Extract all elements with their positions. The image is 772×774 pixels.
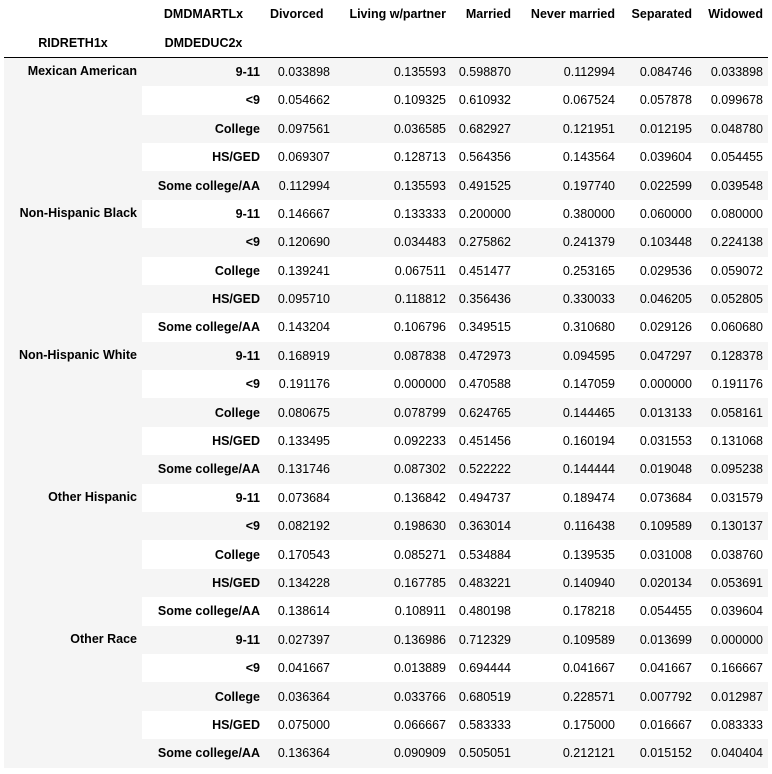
- value-cell: 0.330033: [516, 285, 620, 313]
- value-cell: 0.139535: [562, 547, 615, 562]
- table-row: [4, 626, 768, 654]
- value-cell: 0.480198: [458, 604, 511, 619]
- value-cell: 0.522222: [451, 455, 516, 483]
- value-cell: 0.224138: [697, 228, 768, 256]
- value-cell: 0.060000: [639, 206, 692, 221]
- column-index-name: DMDMARTLx: [163, 7, 244, 22]
- education-level-label: HS/GED: [212, 150, 260, 165]
- value-cell: 0.131068: [710, 434, 763, 449]
- value-cell: 0.143204: [277, 320, 330, 335]
- education-level-label: College: [214, 547, 260, 562]
- value-cell: 0.080675: [265, 398, 335, 426]
- education-level-label: <9: [245, 93, 260, 108]
- value-cell: 0.106796: [393, 320, 446, 335]
- value-cell: 0.059072: [710, 263, 763, 278]
- race-group-label: Mexican American: [4, 57, 142, 199]
- value-cell: 0.078799: [335, 398, 451, 426]
- value-cell: 0.135593: [335, 57, 451, 86]
- value-cell: 0.136842: [393, 490, 446, 505]
- value-cell: 0.099678: [710, 93, 763, 108]
- race-group-label: Non-Hispanic Black: [4, 200, 142, 342]
- column-header-divorced: Divorced: [270, 7, 324, 22]
- value-cell: 0.166667: [710, 661, 763, 676]
- blank-header-cell: [451, 28, 516, 57]
- value-cell: 0.041667: [639, 661, 692, 676]
- education-level-label: 9-11: [142, 626, 265, 654]
- row-index-name-race: RIDRETH1x: [4, 28, 142, 57]
- value-cell: 0.031008: [639, 547, 692, 562]
- value-cell: 0.054455: [710, 150, 763, 165]
- value-cell: 0.052805: [697, 285, 768, 313]
- value-cell: 0.027397: [265, 626, 335, 654]
- value-cell: 0.041667: [277, 661, 330, 676]
- value-cell: 0.085271: [393, 547, 446, 562]
- value-cell: 0.057878: [639, 93, 692, 108]
- value-cell: 0.073684: [639, 490, 692, 505]
- value-cell: 0.494737: [458, 490, 511, 505]
- value-cell: 0.175000: [562, 717, 615, 732]
- value-cell: 0.047297: [620, 342, 697, 370]
- value-cell: 0.228571: [516, 682, 620, 710]
- education-level-label: College: [142, 682, 265, 710]
- value-cell: 0.178218: [562, 604, 615, 619]
- value-cell: 0.135593: [335, 171, 451, 199]
- value-cell: 0.087838: [335, 342, 451, 370]
- education-level-label: Some college/AA: [142, 455, 265, 483]
- value-cell: 0.033898: [697, 57, 768, 86]
- index-names-row: [4, 28, 768, 57]
- value-cell: 0.120690: [265, 228, 335, 256]
- value-cell: 0.139241: [277, 263, 330, 278]
- value-cell: 0.138614: [277, 604, 330, 619]
- value-cell: 0.041667: [562, 661, 615, 676]
- education-level-label: HS/GED: [142, 569, 265, 597]
- value-cell: 0.363014: [451, 512, 516, 540]
- education-level-label: Some college/AA: [157, 604, 260, 619]
- value-cell: 0.033898: [265, 57, 335, 86]
- value-cell: 0.097561: [265, 115, 335, 143]
- value-cell: 0.054455: [639, 604, 692, 619]
- value-cell: 0.682927: [451, 115, 516, 143]
- education-level-label: HS/GED: [212, 717, 260, 732]
- education-level-label: Some college/AA: [157, 320, 260, 335]
- value-cell: 0.197740: [516, 171, 620, 199]
- blank-header-cell: [697, 28, 768, 57]
- value-cell: 0.212121: [516, 739, 620, 767]
- value-cell: 0.046205: [620, 285, 697, 313]
- value-cell: 0.241379: [516, 228, 620, 256]
- value-cell: 0.092233: [393, 434, 446, 449]
- value-cell: 0.013699: [620, 626, 697, 654]
- table-row: [4, 484, 768, 512]
- value-cell: 0.109325: [393, 93, 446, 108]
- value-cell: 0.007792: [620, 682, 697, 710]
- table-header: [4, 0, 768, 57]
- value-cell: 0.039604: [710, 604, 763, 619]
- value-cell: 0.016667: [639, 717, 692, 732]
- value-cell: 0.019048: [620, 455, 697, 483]
- column-header-row: [4, 0, 768, 28]
- value-cell: 0.034483: [335, 228, 451, 256]
- value-cell: 0.031579: [710, 490, 763, 505]
- value-cell: 0.073684: [277, 490, 330, 505]
- value-cell: 0.131746: [265, 455, 335, 483]
- value-cell: 0.170543: [277, 547, 330, 562]
- value-cell: 0.118812: [335, 285, 451, 313]
- row-index-name-education: DMDEDUC2x: [142, 28, 265, 57]
- value-cell: 0.039548: [697, 171, 768, 199]
- value-cell: 0.053691: [697, 569, 768, 597]
- dataframe-table: [4, 0, 768, 768]
- column-header-widowed: Widowed: [708, 7, 763, 22]
- value-cell: 0.015152: [620, 739, 697, 767]
- education-level-label: 9-11: [142, 57, 265, 86]
- value-cell: 0.109589: [620, 512, 697, 540]
- value-cell: 0.036585: [335, 115, 451, 143]
- value-cell: 0.031553: [639, 434, 692, 449]
- value-cell: 0.082192: [265, 512, 335, 540]
- education-level-label: 9-11: [142, 342, 265, 370]
- value-cell: 0.349515: [458, 320, 511, 335]
- value-cell: 0.133333: [393, 206, 446, 221]
- value-cell: 0.080000: [710, 206, 763, 221]
- education-level-label: <9: [245, 377, 260, 392]
- race-group-label: Non-Hispanic White: [4, 342, 142, 484]
- value-cell: 0.090909: [335, 739, 451, 767]
- value-cell: 0.380000: [562, 206, 615, 221]
- value-cell: 0.694444: [458, 661, 511, 676]
- value-cell: 0.067524: [562, 93, 615, 108]
- blank-header-cell: [516, 28, 620, 57]
- value-cell: 0.094595: [516, 342, 620, 370]
- education-level-label: 9-11: [235, 206, 260, 221]
- education-level-label: College: [214, 263, 260, 278]
- value-cell: 0.310680: [562, 320, 615, 335]
- value-cell: 0.048780: [697, 115, 768, 143]
- value-cell: 0.012195: [620, 115, 697, 143]
- value-cell: 0.109589: [516, 626, 620, 654]
- value-cell: 0.036364: [265, 682, 335, 710]
- value-cell: 0.134228: [265, 569, 335, 597]
- value-cell: 0.143564: [562, 150, 615, 165]
- value-cell: 0.058161: [697, 398, 768, 426]
- education-level-label: Some college/AA: [142, 171, 265, 199]
- value-cell: 0.451456: [458, 434, 511, 449]
- value-cell: 0.189474: [562, 490, 615, 505]
- value-cell: 0.103448: [620, 228, 697, 256]
- value-cell: 0.130137: [697, 512, 768, 540]
- value-cell: 0.167785: [335, 569, 451, 597]
- value-cell: 0.564356: [458, 150, 511, 165]
- education-level-label: <9: [245, 661, 260, 676]
- column-header-married: Married: [465, 7, 511, 22]
- value-cell: 0.356436: [451, 285, 516, 313]
- value-cell: 0.610932: [458, 93, 511, 108]
- value-cell: 0.598870: [451, 57, 516, 86]
- education-level-label: HS/GED: [142, 285, 265, 313]
- value-cell: 0.000000: [697, 626, 768, 654]
- value-cell: 0.200000: [458, 206, 511, 221]
- value-cell: 0.075000: [277, 717, 330, 732]
- table-body: [4, 57, 768, 767]
- value-cell: 0.128378: [697, 342, 768, 370]
- education-level-label: College: [142, 115, 265, 143]
- education-level-label: HS/GED: [212, 434, 260, 449]
- table-row: [4, 200, 768, 228]
- value-cell: 0.146667: [277, 206, 330, 221]
- value-cell: 0.472973: [451, 342, 516, 370]
- value-cell: 0.128713: [393, 150, 446, 165]
- value-cell: 0.470588: [458, 377, 511, 392]
- column-header-never-married: Never married: [530, 7, 615, 22]
- column-header-living-w-partner: Living w/partner: [349, 7, 446, 22]
- value-cell: 0.054662: [277, 93, 330, 108]
- value-cell: 0.505051: [451, 739, 516, 767]
- value-cell: 0.116438: [516, 512, 620, 540]
- value-cell: 0.083333: [710, 717, 763, 732]
- value-cell: 0.624765: [451, 398, 516, 426]
- value-cell: 0.144444: [516, 455, 620, 483]
- value-cell: 0.451477: [458, 263, 511, 278]
- value-cell: 0.029126: [639, 320, 692, 335]
- value-cell: 0.168919: [265, 342, 335, 370]
- value-cell: 0.491525: [451, 171, 516, 199]
- value-cell: 0.191176: [278, 377, 330, 392]
- value-cell: 0.136986: [335, 626, 451, 654]
- value-cell: 0.087302: [335, 455, 451, 483]
- education-level-label: College: [142, 398, 265, 426]
- value-cell: 0.066667: [393, 717, 446, 732]
- value-cell: 0.680519: [451, 682, 516, 710]
- blank-corner: [4, 0, 142, 28]
- value-cell: 0.140940: [516, 569, 620, 597]
- value-cell: 0.191176: [711, 377, 763, 392]
- value-cell: 0.060680: [710, 320, 763, 335]
- value-cell: 0.483221: [451, 569, 516, 597]
- value-cell: 0.084746: [620, 57, 697, 86]
- table-row: [4, 342, 768, 370]
- table-row: [4, 57, 768, 86]
- value-cell: 0.039604: [639, 150, 692, 165]
- blank-header-cell: [265, 28, 335, 57]
- value-cell: 0.095710: [265, 285, 335, 313]
- value-cell: 0.033766: [335, 682, 451, 710]
- race-group-label: Other Race: [4, 626, 142, 768]
- blank-header-cell: [620, 28, 697, 57]
- value-cell: 0.067511: [394, 263, 446, 278]
- value-cell: 0.108911: [394, 604, 446, 619]
- column-header-separated: Separated: [631, 7, 692, 22]
- blank-header-cell: [335, 28, 451, 57]
- value-cell: 0.095238: [697, 455, 768, 483]
- value-cell: 0.013133: [620, 398, 697, 426]
- value-cell: 0.000000: [393, 377, 446, 392]
- value-cell: 0.112994: [516, 57, 620, 86]
- value-cell: 0.712329: [451, 626, 516, 654]
- education-level-label: 9-11: [235, 490, 260, 505]
- value-cell: 0.160194: [562, 434, 615, 449]
- value-cell: 0.012987: [697, 682, 768, 710]
- value-cell: 0.136364: [265, 739, 335, 767]
- value-cell: 0.144465: [516, 398, 620, 426]
- value-cell: 0.253165: [562, 263, 615, 278]
- value-cell: 0.121951: [516, 115, 620, 143]
- value-cell: 0.275862: [451, 228, 516, 256]
- education-level-label: <9: [142, 512, 265, 540]
- value-cell: 0.198630: [335, 512, 451, 540]
- value-cell: 0.013889: [393, 661, 446, 676]
- value-cell: 0.000000: [639, 377, 692, 392]
- value-cell: 0.069307: [277, 150, 330, 165]
- value-cell: 0.020134: [620, 569, 697, 597]
- value-cell: 0.038760: [710, 547, 763, 562]
- value-cell: 0.040404: [697, 739, 768, 767]
- value-cell: 0.029536: [639, 263, 692, 278]
- value-cell: 0.147059: [562, 377, 615, 392]
- value-cell: 0.583333: [458, 717, 511, 732]
- value-cell: 0.022599: [620, 171, 697, 199]
- education-level-label: Some college/AA: [142, 739, 265, 767]
- education-level-label: <9: [142, 228, 265, 256]
- value-cell: 0.112994: [265, 171, 335, 199]
- value-cell: 0.133495: [277, 434, 330, 449]
- value-cell: 0.534884: [458, 547, 511, 562]
- race-group-label: Other Hispanic: [4, 484, 142, 626]
